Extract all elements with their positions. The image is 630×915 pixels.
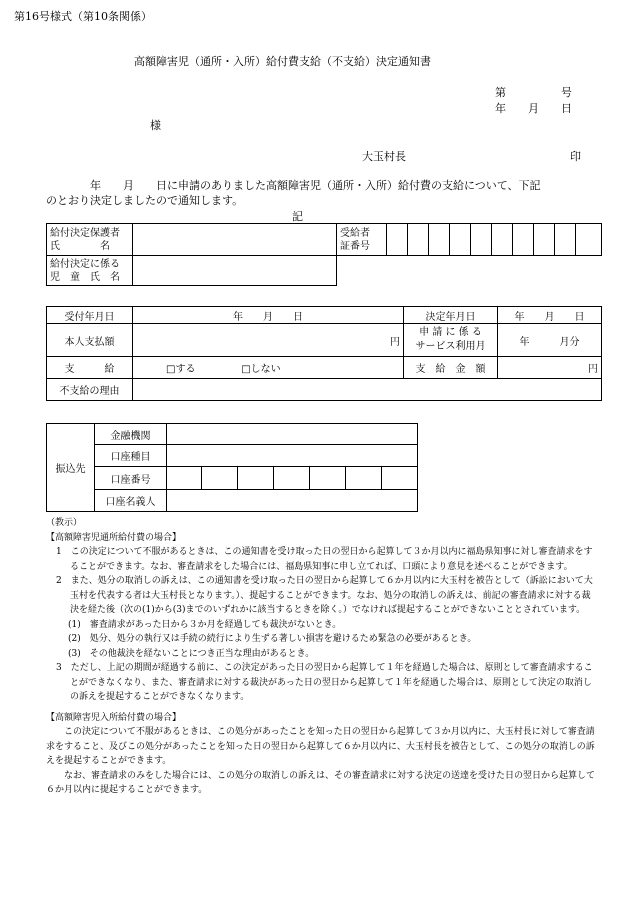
decision-table bbox=[46, 306, 602, 401]
child-name-field[interactable] bbox=[133, 256, 337, 286]
recipient-digit-cell[interactable] bbox=[576, 224, 602, 256]
payment-label: 支 給 bbox=[47, 357, 133, 379]
section-title-residential: 【高額障害児入所給付費の場合】 bbox=[46, 712, 182, 723]
account-holder-label: 口座名義人 bbox=[95, 490, 167, 512]
self-pay-field[interactable]: 円 bbox=[133, 324, 404, 357]
child-name-label: 給付決定に係る 児 童 氏 名 bbox=[47, 256, 133, 286]
account-digit-cell[interactable] bbox=[202, 467, 238, 490]
account-digit-cell[interactable] bbox=[382, 467, 418, 490]
bank-transfer-table bbox=[46, 423, 418, 512]
seal-mark: 印 bbox=[570, 150, 581, 163]
instruction-label: （教示） bbox=[46, 518, 83, 528]
recipient-digit-cell[interactable] bbox=[387, 224, 408, 256]
note-sub-2: (2) 処分、処分の執行又は手続の続行により生ずる著しい損害を避けるため緊急の必要があるとき。 bbox=[68, 634, 477, 644]
note-paragraph-1: この決定について不服があるときは、この処分があったことを知った日の翌日から起算して３か月以内に、大玉村長に対して審査請求をすること、及びこの処分があったことを知った日の翌日から起算して６か月以内に、大玉村長を被告として、この処分の取消しの訴えを提起することができます。 bbox=[46, 727, 595, 766]
recipient-digit-cell[interactable] bbox=[513, 224, 534, 256]
recipient-digit-cell[interactable] bbox=[534, 224, 555, 256]
account-number-label: 口座番号 bbox=[95, 467, 167, 490]
non-payment-reason-field[interactable] bbox=[133, 379, 602, 401]
service-month-label: 申 請 に 係 る サービス利用月 bbox=[404, 324, 498, 357]
form-number: 第16号様式（第10条関係） bbox=[14, 10, 152, 23]
account-holder-field[interactable] bbox=[167, 490, 418, 512]
document-title: 高額障害児（通所・入所）給付費支給（不支給）決定通知書 bbox=[134, 55, 431, 68]
section-title-day-service: 【高額障害児通所給付費の場合】 bbox=[46, 532, 182, 543]
issuer-name: 大玉村長 bbox=[362, 150, 406, 163]
recipient-digit-cell[interactable] bbox=[450, 224, 471, 256]
account-digit-cell[interactable] bbox=[274, 467, 310, 490]
account-digit-cell[interactable] bbox=[310, 467, 346, 490]
received-date-label: 受付年月日 bbox=[47, 307, 133, 324]
recipient-digit-cell[interactable] bbox=[429, 224, 450, 256]
transfer-destination-label: 振込先 bbox=[47, 424, 95, 512]
bank-name-label: 金融機関 bbox=[95, 424, 167, 445]
payment-amount-field[interactable]: 円 bbox=[498, 357, 602, 379]
recipient-number-label: 受給者 証番号 bbox=[337, 224, 387, 256]
decision-date-label: 決定年月日 bbox=[404, 307, 498, 324]
note-sub-3: (3) その他裁決を経ないことにつき正当な理由があるとき。 bbox=[68, 648, 315, 659]
body-line-1: 年 月 日に申請のありました高額障害児（通所・入所）給付費の支給について、下記 bbox=[90, 179, 541, 192]
document-number: 第 号 bbox=[495, 86, 572, 99]
account-digit-cell[interactable] bbox=[346, 467, 382, 490]
non-payment-reason-label: 不支給の理由 bbox=[47, 379, 133, 401]
guardian-name-field[interactable] bbox=[133, 224, 337, 256]
self-pay-label: 本人支払額 bbox=[47, 324, 133, 357]
account-type-field[interactable] bbox=[167, 445, 418, 467]
recipient-digit-cell[interactable] bbox=[492, 224, 513, 256]
recipient-digit-cell[interactable] bbox=[408, 224, 429, 256]
note-item-1: 1 この決定について不服があるときは、この通知書を受け取った日の翌日から起算して３か月以内に福島県知事に対し審査請求をすることができます。なお、審査請求をした場合には、福島県知事に申し立てれば、口頭により意見を述べることができます。 bbox=[56, 547, 593, 572]
note-paragraph-2: なお、審査請求のみをした場合には、この処分の取消しの訴えは、その審査請求に対する決定の送達を受けた日の翌日から起算して６か月以内に提起することができます。 bbox=[46, 770, 596, 795]
payment-no-checkbox[interactable]: □しない bbox=[241, 364, 281, 375]
instructions bbox=[46, 516, 598, 798]
addressee-suffix: 様 bbox=[150, 119, 161, 132]
document-date: 年 月 日 bbox=[495, 102, 572, 115]
recipient-digit-cell[interactable] bbox=[555, 224, 576, 256]
account-digit-cell[interactable] bbox=[167, 467, 202, 490]
guardian-table bbox=[46, 223, 602, 286]
recipient-digit-cell[interactable] bbox=[471, 224, 492, 256]
received-date-field[interactable]: 年 月 日 bbox=[133, 307, 404, 324]
decision-date-field[interactable]: 年 月 日 bbox=[498, 307, 602, 324]
note-item-2: 2 また、処分の取消しの訴えは、この通知書を受け取った日の翌日から起算して６か月以内に大玉村を被告として（訴訟において大玉村を代表する者は大玉村長となります。）、提起することができます。なお、処分の取消しの訴えは、前記の審査請求に対する裁決を経た後（次の(1)から(3)までのいずれかに該当するときを除く。）でなければ提起することができないこととされています。 bbox=[56, 576, 593, 615]
service-month-field[interactable]: 年 月分 bbox=[498, 324, 602, 357]
payment-amount-label: 支 給 金 額 bbox=[404, 357, 498, 379]
guardian-name-label: 給付決定保護者 氏 名 bbox=[47, 224, 133, 256]
payment-options bbox=[133, 357, 404, 379]
bank-name-field[interactable] bbox=[167, 424, 418, 445]
note-sub-1: (1) 審査請求があった日から３か月を経過しても裁決がないとき。 bbox=[68, 619, 342, 630]
ki-label: 記 bbox=[292, 210, 303, 223]
account-digit-cell[interactable] bbox=[238, 467, 274, 490]
payment-yes-checkbox[interactable]: □する bbox=[166, 364, 196, 375]
account-type-label: 口座種目 bbox=[95, 445, 167, 467]
note-item-3: 3 ただし、上記の期間が経過する前に、この決定があった日の翌日から起算して１年を経過した場合は、原則として審査請求することができなくなり、また、審査請求に対する裁決があった日の翌日から起算して１年を経過した場合は、原則として決定の取消しの訴えを提起することができなくなります。 bbox=[56, 663, 593, 702]
body-line-2: のとおり決定しましたので通知します。 bbox=[46, 194, 244, 207]
